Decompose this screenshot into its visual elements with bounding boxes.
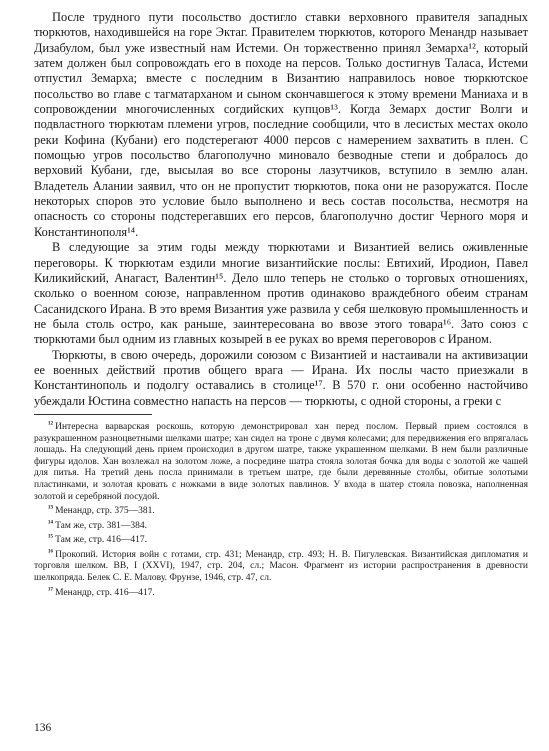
- footnote-text: Менандр, стр. 416—417.: [55, 587, 155, 598]
- body-paragraph-2: В следующие за этим годы между тюркютами и Византией велись оживленные переговоры. К тюркютам ездили многие византийские послы: Евтихий, Иродион, Павел Киликийский, Анагаст, Валентин¹⁵. Дело шло теперь не столько о торговых отношениях, сколько о военном союзе, направленном против одинаково враждебного обеим странам Сасанидского Ирана. В это время Византия уже развила у себя шелковую промышленность и не была столь остро, как раньше, заинтересована во ввозе этого товара¹⁶. Зато союз с тюркютами был одним из главных козырей в ее руках во время переговоров с Ираном.: [34, 240, 528, 347]
- body-paragraph-3: Тюркюты, в свою очередь, дорожили союзом с Византией и настаивали на активизации ее военных действий против общего врага — Ирана. Их послы часто приезжали в Константинополь и подолгу оставались в столице¹⁷. В 570 г. они особенно настойчиво убеждали Юстина совместно напасть на персов — тюркюты, с одной стороны, а греки с: [34, 347, 528, 408]
- footnote-number: ¹⁷: [48, 584, 54, 595]
- footnote-13: [34, 503, 528, 518]
- footnote-number: ¹²: [48, 418, 54, 429]
- footnote-16: [34, 547, 528, 585]
- footnote-text: Прокопий. История войн с готами, стр. 431; Менандр, стр. 493; Н. В. Пигулевская. Византийская дипломатия и торговля шелком. ВВ, I (XXVI), 1947, стр. 204, сл.; Масон. Фрагмент из истории распространения в древности шелкопряда. Белек С. Е. Малову. Фрунзе, 1946, стр. 47, сл.: [34, 549, 528, 584]
- footnote-number: ¹⁴: [48, 517, 54, 528]
- footnote-number: ¹⁶: [48, 546, 54, 557]
- footnote-number: ¹³: [48, 503, 54, 514]
- footnote-divider: [34, 414, 152, 415]
- footnote-text: Интересна варварская роскошь, которую демонстрировал хан перед послом. Первый прием состоялся в разукрашенном разноцветными шелками шатре; хан сидел на троне с двумя колесами; для передвижения его впрягалась лошадь. На следующий день прием происходил в другом шатре, также украшенном шелками. В нем были различные фигуры идолов. Хан возлежал на золотом ложе, а посредине шатра стояла золотая бочка для воды с золотой же чашей для питья. На третий день посла принимали в третьем шатре, где были деревянные столбы, обитые золотыми пластинками, и золотая кровать с ножками в виде золотых павлинов. У входа в шатер стояла повозка, наполненная золотой и серебряной посудой.: [34, 421, 528, 502]
- footnote-text: Менандр, стр. 375—381.: [55, 506, 155, 517]
- footnotes: [34, 419, 528, 599]
- body-paragraph-1: После трудного пути посольство достигло ставки верховного правителя западных тюркютов, находившейся на горе Эктаг. Правителем тюркютов, которого Менандр называет Дизабулом, был уже известный нам Истеми. Он торжественно принял Земарха¹², который затем должен был сопровождать его в походе на персов. Только достигнув Таласа, Истеми отпустил Земарха; вместе с последним в Византию направилось новое тюркютское посольство во главе с тагматарханом и сыном скончавшегося к этому времени Маниаха и в сопровождении многочисленных согдийских купцов¹³. Когда Земарх достиг Волги и подвластного тюркютам племени угров, последние сообщили, что в лесистых местах около реки Кофина (Кубани) его подстерегают 4000 персов с намерением захватить в плен. С помощью угров посольство благополучно миновало безводные степи и добралось до верховий Кубани, где, высылая во все стороны лазутчиков, вступило в землю алан. Владетель Алании заявил, что он не пропустит тюркютов, пока они не разоружатся. После некоторых споров это условие было выполнено и весь состав посольства, несмотря на опасность со стороны подстерегавших его персов, благополучно достиг Черного моря и Константинополя¹⁴.: [34, 10, 528, 239]
- footnote-12: [34, 419, 528, 503]
- page-body: [34, 10, 528, 599]
- footnote-14: [34, 518, 528, 533]
- footnote-17: [34, 585, 528, 600]
- footnote-text: Там же, стр. 416—417.: [55, 535, 148, 546]
- page-number: 136: [34, 722, 52, 734]
- footnote-number: ¹⁵: [48, 532, 54, 543]
- footnote-15: [34, 532, 528, 547]
- footnote-text: Там же, стр. 381—384.: [55, 520, 148, 531]
